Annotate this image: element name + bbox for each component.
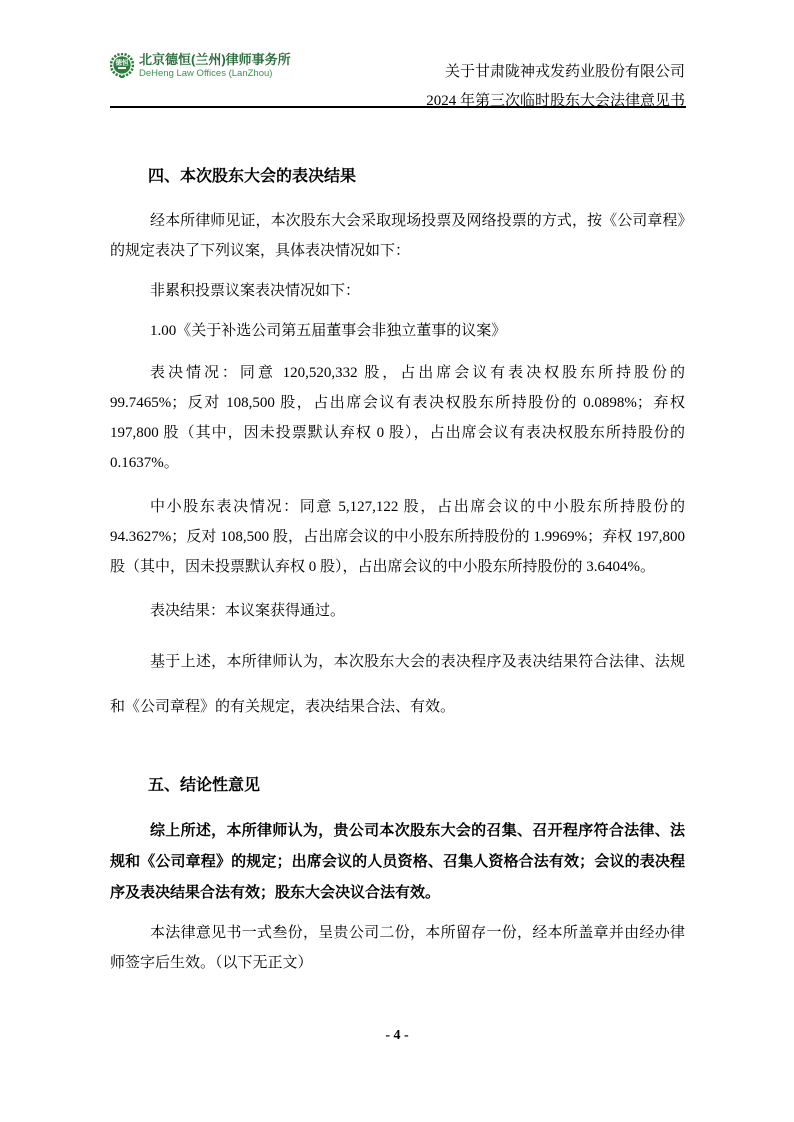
svg-text:德恒: 德恒 xyxy=(115,59,129,67)
para-copies-statement: 本法律意见书一式叁份，呈贵公司二份，本所留存一份，经本所盖章并由经办律师签字后生效。（以下无正文） xyxy=(110,925,685,971)
firm-name-en: DeHeng Law Offices (LanZhou) xyxy=(139,68,273,79)
para-vote-result-minor: 中小股东表决情况：同意 5,127,122 股，占出席会议的中小股东所持股份的 94.3627%；反对 108,500 股，占出席会议的中小股东所持股份的 1.9969%；弃权 197,800 股（其中，因未投票默认弃权 0 股），占出席会议的中小股东所持股份的 3.6404%。 xyxy=(110,499,685,575)
document-title-line1: 关于甘肃陇神戎发药业股份有限公司 xyxy=(444,64,685,80)
firm-name-cn: 北京德恒(兰州)律师事务所 xyxy=(139,52,291,67)
para-conclusion: 综上所述，本所律师认为，贵公司本次股东大会的召集、召开程序符合法律、法规和《公司章程》的规定；出席会议的人员资格、召集人资格合法有效；会议的表决程序及表决结果合法有效；股东大会决议合法有效。 xyxy=(110,822,685,901)
para-vote-legality: 基于上述，本所律师认为，本次股东大会的表决程序及表决结果符合法律、法规和《公司章程》的有关规定，表决结果合法、有效。 xyxy=(110,654,685,715)
firm-names xyxy=(139,52,291,80)
header-divider xyxy=(110,106,686,108)
para-noncumulative-intro: 非累积投票议案表决情况如下： xyxy=(150,283,361,299)
document-body xyxy=(110,166,685,978)
para-witness-intro: 经本所律师见证，本次股东大会采取现场投票及网络投票的方式，按《公司章程》的规定表决了下列议案，具体表决情况如下： xyxy=(110,213,685,259)
header-brand xyxy=(110,52,291,84)
deheng-logo-icon xyxy=(110,53,134,84)
page-number: - 4 - xyxy=(385,1028,409,1043)
section-4-heading: 四、本次股东大会的表决结果 xyxy=(148,168,357,185)
document-title-line2: 2024 年第三次临时股东大会法律意见书 xyxy=(426,93,685,109)
para-proposal-title: 1.00《关于补选公司第五届董事会非独立董事的议案》 xyxy=(150,323,507,339)
section-5-heading: 五、结论性意见 xyxy=(148,777,261,794)
para-vote-result-all: 表决情况：同意 120,520,332 股，占出席会议有表决权股东所持股份的 99.7465%；反对 108,500 股，占出席会议有表决权股东所持股份的 0.0898%；弃权 197,800 股（其中，因未投票默认弃权 0 股），占出席会议有表决权股东所持股份的 0.1637%。 xyxy=(110,365,685,471)
para-vote-outcome: 表决结果：本议案获得通过。 xyxy=(150,603,346,619)
